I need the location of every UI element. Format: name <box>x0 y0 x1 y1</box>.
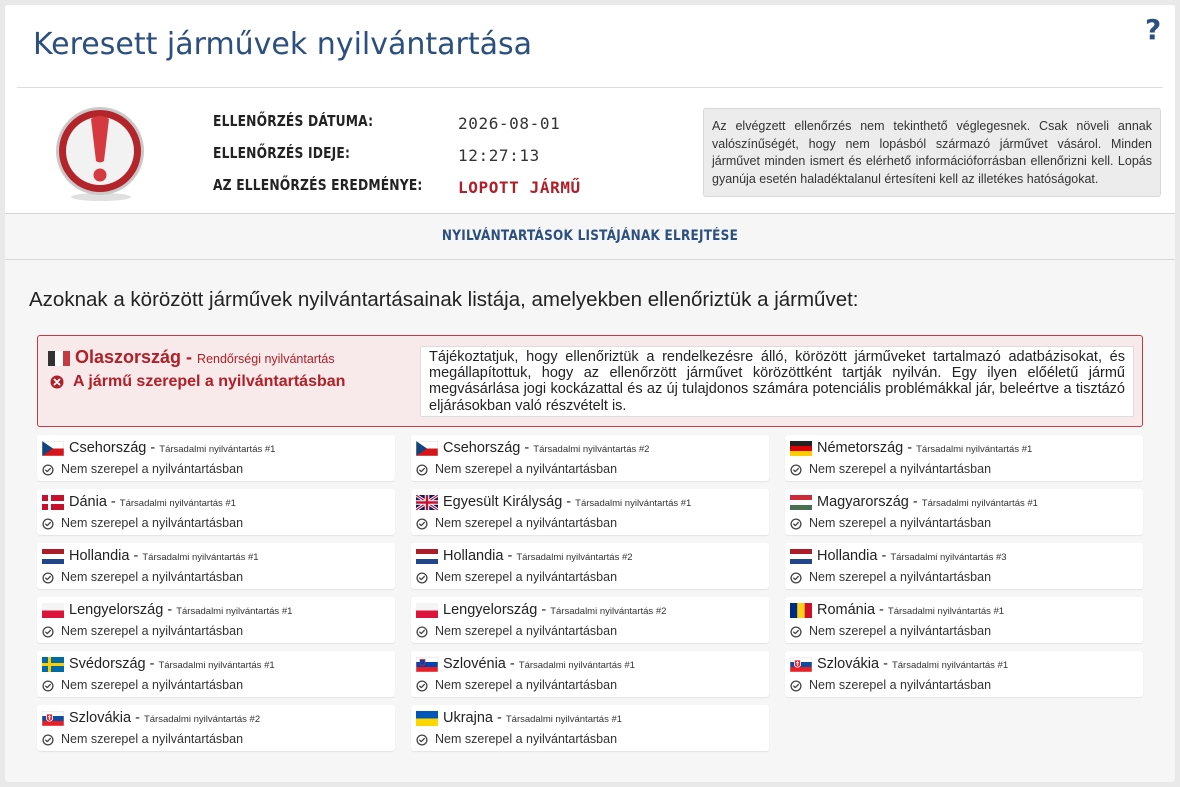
hit-status: A jármű szerepel a nyilvántartásban <box>73 373 346 390</box>
flag-denmark-icon <box>42 495 64 510</box>
registry-country <box>443 602 666 618</box>
separator: - <box>903 440 917 456</box>
registry-country <box>817 494 1038 510</box>
check-date-value: 2026-08-01 <box>458 114 561 133</box>
registry-source: Társadalmi nyilvántartás #2 <box>516 552 633 563</box>
registry-country <box>443 494 691 510</box>
registry-source: Társadalmi nyilvántartás #2 <box>143 714 261 725</box>
registry-country-name: Dánia <box>69 494 107 510</box>
registry-card <box>411 489 769 535</box>
flag-netherlands-icon <box>42 549 64 564</box>
registry-country-name: Lengyelország <box>443 602 538 618</box>
registry-country <box>443 656 635 672</box>
check-summary-panel <box>5 5 1175 213</box>
flag-uk-icon <box>416 495 438 510</box>
registry-country <box>443 440 649 456</box>
check-circle-icon <box>42 625 54 643</box>
list-heading: Azoknak a körözött járművek nyilvántartásainak listája, amelyekben ellenőriztük a járművet: <box>29 288 859 311</box>
registry-country-name: Lengyelország <box>69 602 164 618</box>
separator: - <box>145 656 159 672</box>
registry-country <box>817 656 1008 672</box>
registry-status: Nem szerepel a nyilvántartásban <box>809 516 992 530</box>
flag-slovakia-icon <box>42 711 64 726</box>
registry-card <box>785 543 1143 589</box>
registry-status: Nem szerepel a nyilvántartásban <box>809 462 992 476</box>
check-circle-icon <box>416 625 428 643</box>
registry-source: Társadalmi nyilvántartás #1 <box>159 444 276 455</box>
separator: - <box>908 494 922 510</box>
check-circle-icon <box>42 571 54 589</box>
registry-status: Nem szerepel a nyilvántartásban <box>809 678 992 692</box>
separator: - <box>131 710 144 726</box>
flag-netherlands-icon <box>416 549 438 564</box>
registry-country-name: Hollandia <box>69 548 130 564</box>
registry-source: Társadalmi nyilvántartás #2 <box>533 444 650 455</box>
page-card <box>5 5 1175 782</box>
separator: - <box>537 602 551 618</box>
check-circle-icon <box>790 625 802 643</box>
check-circle-icon <box>416 517 428 535</box>
registry-card <box>411 651 769 697</box>
registry-card <box>37 705 395 751</box>
registry-card <box>37 489 395 535</box>
registry-status: Nem szerepel a nyilvántartásban <box>435 462 618 476</box>
hide-list-button[interactable]: NYILVÁNTARTÁSOK LISTÁJÁNAK ELREJTÉSE <box>441 228 739 244</box>
registry-country <box>443 548 633 564</box>
separator: - <box>146 440 160 456</box>
check-circle-icon <box>42 679 54 697</box>
separator: - <box>879 656 892 672</box>
registry-source: Társadalmi nyilvántartás #1 <box>505 714 623 725</box>
flag-hungary-icon <box>790 495 812 510</box>
flag-netherlands-icon <box>790 549 812 564</box>
registry-source: Társadalmi nyilvántartás #1 <box>518 660 635 671</box>
flag-ukraine-icon <box>416 711 438 726</box>
flag-italy-icon <box>48 351 70 366</box>
registry-source: Társadalmi nyilvántartás #1 <box>891 660 1009 671</box>
registry-card <box>411 705 769 751</box>
registry-card <box>411 543 769 589</box>
check-circle-icon <box>42 463 54 481</box>
registry-country <box>443 710 622 726</box>
registry-country-name: Hollandia <box>443 548 504 564</box>
separator: - <box>875 602 888 618</box>
separator: - <box>520 440 534 456</box>
registry-source: Társadalmi nyilvántartás #1 <box>921 498 1038 509</box>
separator: - <box>492 710 506 726</box>
separator: - <box>877 548 891 564</box>
check-time-label: ELLENŐRZÉS IDEJE: <box>213 144 351 162</box>
registry-country-name: Hollandia <box>817 548 878 564</box>
registry-country <box>69 548 259 564</box>
separator: - <box>505 656 519 672</box>
check-result-value: LOPOTT JÁRMŰ <box>458 178 581 197</box>
flag-romania-icon <box>790 603 812 618</box>
registry-country <box>69 440 275 456</box>
flag-germany-icon <box>790 441 812 456</box>
registry-status: Nem szerepel a nyilvántartásban <box>435 570 618 584</box>
check-circle-icon <box>790 571 802 589</box>
flag-slovenia-icon <box>416 657 438 672</box>
check-circle-icon <box>790 679 802 697</box>
registry-country-name: Csehország <box>443 440 521 456</box>
flag-slovakia-icon <box>790 657 812 672</box>
registry-status: Nem szerepel a nyilvántartásban <box>435 624 618 638</box>
registry-source: Társadalmi nyilvántartás #1 <box>158 660 275 671</box>
registry-country <box>69 710 260 726</box>
registry-card <box>37 651 395 697</box>
registry-card <box>785 489 1143 535</box>
hit-description: Tájékoztatjuk, hogy ellenőriztük a rendelkezésre álló, körözött járműveket tartalmazó adatbázisokat, és megállapítottuk, hogy az ellenőrzött járművet körözöttként tartják nyilván. Egy ilyen előéletű jármű megvásárlása jogi kockázattal és az új tulajdonos számára potenciális problémákkal jár, beleértve a tisztázó eljárásokban való részvételt is. <box>420 346 1134 417</box>
check-circle-icon <box>42 733 54 751</box>
registry-status: Nem szerepel a nyilvántartásban <box>435 678 618 692</box>
hit-country <box>75 347 335 368</box>
registry-status: Nem szerepel a nyilvántartásban <box>61 570 244 584</box>
registry-country-name: Románia <box>817 602 876 618</box>
page-title: Keresett járművek nyilvántartása <box>33 27 533 62</box>
registry-country-name: Ukrajna <box>443 710 493 726</box>
registry-card <box>785 651 1143 697</box>
toggle-bar <box>5 213 1175 260</box>
check-circle-icon <box>790 517 802 535</box>
registry-source: Társadalmi nyilvántartás #1 <box>142 552 259 563</box>
check-time-value: 12:27:13 <box>458 146 540 165</box>
check-result-label: AZ ELLENŐRZÉS EREDMÉNYE: <box>213 176 423 194</box>
separator: - <box>163 602 177 618</box>
registry-hit-card <box>37 335 1143 427</box>
registry-country-name: Magyarország <box>817 494 909 510</box>
registry-card <box>785 597 1143 643</box>
separator: - <box>562 494 576 510</box>
registry-country-name: Egyesült Királyság <box>443 494 563 510</box>
disclaimer-note: Az elvégzett ellenőrzés nem tekinthető véglegesnek. Csak növeli annak valószínűségét, hogy nem lopásból származó járművet vásárol. Minden járművet minden ismert és elérhető információforrásban ellenőrizni kell. Lopás gyanúja esetén haladéktalanul értesíteni kell az illetékes hatóságokat. <box>703 108 1161 197</box>
registry-card <box>411 435 769 481</box>
registry-country <box>69 656 275 672</box>
flag-poland-icon <box>416 603 438 618</box>
separator: - <box>503 548 517 564</box>
exclamation-circle-icon <box>53 103 149 203</box>
registry-country-name: Csehország <box>69 440 147 456</box>
registry-country-name: Svédország <box>69 656 146 672</box>
registry-status: Nem szerepel a nyilvántartásban <box>61 516 244 530</box>
registry-card <box>37 543 395 589</box>
check-date-label: ELLENŐRZÉS DÁTUMA: <box>213 112 374 130</box>
registry-country <box>69 494 236 510</box>
flag-sweden-icon <box>42 657 64 672</box>
flag-poland-icon <box>42 603 64 618</box>
check-circle-icon <box>416 679 428 697</box>
registry-country-name: Szlovénia <box>443 656 506 672</box>
flag-czech-icon <box>416 441 438 456</box>
hit-country-name: Olaszország <box>75 347 182 367</box>
registry-card <box>37 435 395 481</box>
registry-card <box>37 597 395 643</box>
check-circle-icon <box>416 463 428 481</box>
divider <box>17 87 1163 88</box>
registry-source: Társadalmi nyilvántartás #1 <box>119 498 236 509</box>
registry-status: Nem szerepel a nyilvántartásban <box>61 462 244 476</box>
check-circle-icon <box>416 571 428 589</box>
check-circle-icon <box>42 517 54 535</box>
registry-country <box>817 602 1004 618</box>
registry-country-name: Szlovákia <box>69 710 132 726</box>
registry-source: Társadalmi nyilvántartás #3 <box>890 552 1007 563</box>
registry-status: Nem szerepel a nyilvántartásban <box>435 516 618 530</box>
registry-source: Társadalmi nyilvántartás #1 <box>887 606 1005 617</box>
registry-status: Nem szerepel a nyilvántartásban <box>809 624 992 638</box>
registry-country-name: Szlovákia <box>817 656 880 672</box>
separator: - <box>106 494 120 510</box>
registry-source: Társadalmi nyilvántartás #1 <box>916 444 1033 455</box>
check-circle-icon <box>416 733 428 751</box>
registry-source: Társadalmi nyilvántartás #1 <box>176 606 293 617</box>
registry-status: Nem szerepel a nyilvántartásban <box>61 678 244 692</box>
registry-status: Nem szerepel a nyilvántartásban <box>809 570 992 584</box>
registry-card <box>411 597 769 643</box>
registry-country <box>69 602 292 618</box>
registry-status: Nem szerepel a nyilvántartásban <box>61 732 244 746</box>
registry-country <box>817 548 1007 564</box>
registry-source: Társadalmi nyilvántartás #2 <box>550 606 667 617</box>
registry-status: Nem szerepel a nyilvántartásban <box>435 732 618 746</box>
x-circle-icon <box>50 375 64 389</box>
hit-source: Rendőrségi nyilvántartás <box>197 352 335 366</box>
registry-status: Nem szerepel a nyilvántartásban <box>61 624 244 638</box>
flag-czech-icon <box>42 441 64 456</box>
separator: - <box>181 347 198 367</box>
registry-country <box>817 440 1032 456</box>
registry-country-name: Németország <box>817 440 904 456</box>
help-icon[interactable]: ? <box>1145 13 1162 46</box>
separator: - <box>129 548 143 564</box>
registry-card <box>785 435 1143 481</box>
registry-source: Társadalmi nyilvántartás #1 <box>575 498 692 509</box>
check-circle-icon <box>790 463 802 481</box>
